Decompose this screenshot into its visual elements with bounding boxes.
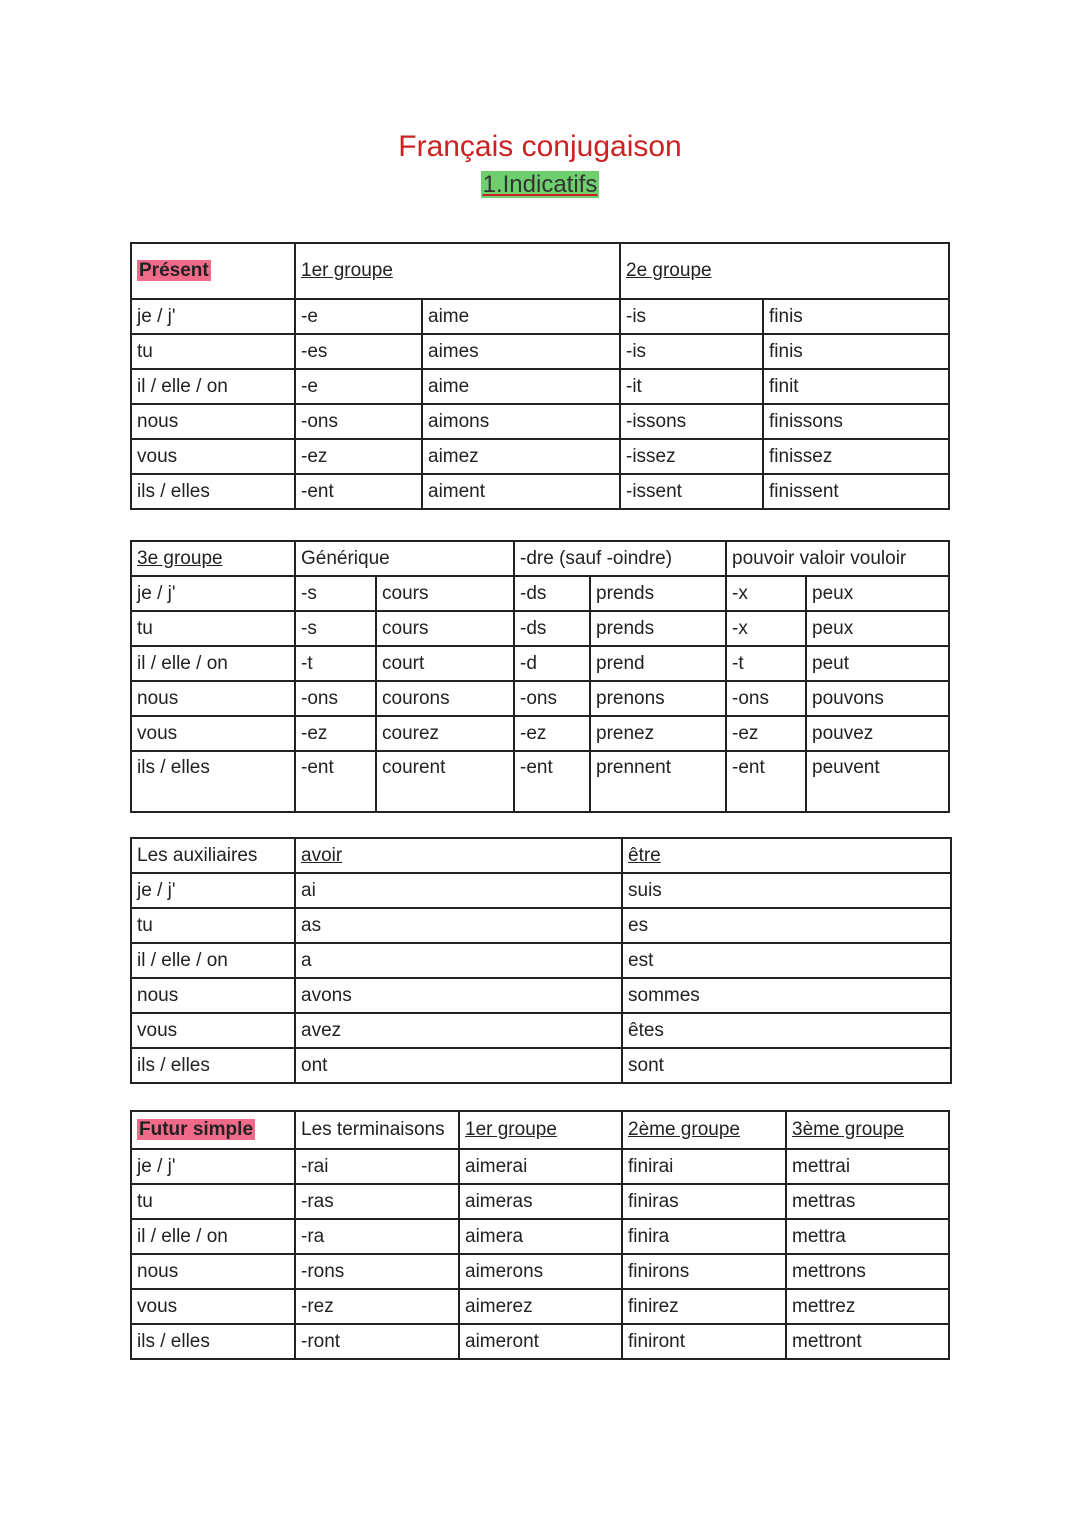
page-subtitle <box>0 171 1080 199</box>
futur-g2-cell: finirons <box>622 1254 786 1289</box>
subtitle-text: 1.Indicatifs <box>482 171 598 198</box>
table-row <box>131 1324 949 1359</box>
group3-e1-cell: -ons <box>295 681 376 716</box>
futur-end-cell: -ras <box>295 1184 459 1219</box>
group3-dre-header: -dre (sauf -oindre) <box>514 541 726 576</box>
auxiliaires-avoir-cell: a <box>295 943 622 978</box>
table-row <box>131 681 949 716</box>
present-v2-cell: finis <box>763 299 949 334</box>
auxiliaires-pronoun-cell: vous <box>131 1013 295 1048</box>
group3-e3-cell: -ent <box>726 751 806 812</box>
futur-end-cell: -rons <box>295 1254 459 1289</box>
auxiliaires-avoir-cell: avez <box>295 1013 622 1048</box>
present-group1-header-cell <box>295 243 422 299</box>
present-empty-cell <box>763 243 949 299</box>
auxiliaires-avoir-cell: avons <box>295 978 622 1013</box>
group3-v3-cell: pouvons <box>806 681 949 716</box>
present-e1-cell: -ez <box>295 439 422 474</box>
group3-v3-cell: pouvez <box>806 716 949 751</box>
table-row <box>131 646 949 681</box>
group3-pronoun-cell: je / j' <box>131 576 295 611</box>
present-v1-cell: aimes <box>422 334 620 369</box>
table-row <box>131 1013 951 1048</box>
group3-pronoun-cell: tu <box>131 611 295 646</box>
present-pronoun-cell: nous <box>131 404 295 439</box>
futur-label-cell <box>131 1111 295 1149</box>
futur-pronoun-cell: je / j' <box>131 1149 295 1184</box>
present-e2-cell: -issent <box>620 474 763 509</box>
futur-g1-cell: aimerez <box>459 1289 622 1324</box>
table-row <box>131 334 949 369</box>
futur-table <box>130 1110 950 1360</box>
group3-v1-cell: courent <box>376 751 514 812</box>
table-row <box>131 908 951 943</box>
group3-v1-cell: courez <box>376 716 514 751</box>
present-v2-cell: finissons <box>763 404 949 439</box>
present-e2-cell: -it <box>620 369 763 404</box>
auxiliaires-etre-cell: suis <box>622 873 951 908</box>
futur-g1-cell: aimera <box>459 1219 622 1254</box>
group3-e3-cell: -x <box>726 576 806 611</box>
group3-v2-cell: prend <box>590 646 726 681</box>
present-header-row <box>131 243 949 299</box>
futur-endings-header: Les terminaisons <box>295 1111 459 1149</box>
present-pronoun-cell: je / j' <box>131 299 295 334</box>
group3-pronoun-cell: nous <box>131 681 295 716</box>
group3-e1-cell: -ent <box>295 751 376 812</box>
group3-pronoun-cell: il / elle / on <box>131 646 295 681</box>
group3-e1-cell: -s <box>295 611 376 646</box>
group3-v2-cell: prends <box>590 611 726 646</box>
present-e2-cell: -issons <box>620 404 763 439</box>
present-e1-cell: -ons <box>295 404 422 439</box>
group3-v3-cell: peux <box>806 576 949 611</box>
present-v1-cell: aime <box>422 369 620 404</box>
present-pronoun-cell: ils / elles <box>131 474 295 509</box>
present-group2-header: 2e groupe <box>626 260 712 281</box>
group3-label-cell <box>131 541 295 576</box>
group3-v2-cell: prennent <box>590 751 726 812</box>
present-label: Présent <box>139 260 209 281</box>
group3-e3-cell: -ez <box>726 716 806 751</box>
group3-v1-cell: cours <box>376 576 514 611</box>
group3-e2-cell: -ons <box>514 681 590 716</box>
futur-end-cell: -rai <box>295 1149 459 1184</box>
auxiliaires-etre-cell: es <box>622 908 951 943</box>
present-group2-header-cell <box>620 243 763 299</box>
group3-v2-cell: prends <box>590 576 726 611</box>
present-v1-cell: aimons <box>422 404 620 439</box>
group3-e2-cell: -ds <box>514 611 590 646</box>
group3-header-row <box>131 541 949 576</box>
futur-g1-cell: aimeras <box>459 1184 622 1219</box>
auxiliaires-avoir-cell: as <box>295 908 622 943</box>
present-v1-cell: aime <box>422 299 620 334</box>
present-table <box>130 242 950 510</box>
group3-v2-cell: prenons <box>590 681 726 716</box>
futur-group3-header-cell <box>786 1111 949 1149</box>
table-row <box>131 1184 949 1219</box>
table-row <box>131 299 949 334</box>
futur-end-cell: -ra <box>295 1219 459 1254</box>
group3-label: 3e groupe <box>137 547 223 569</box>
group3-v3-cell: peux <box>806 611 949 646</box>
present-v1-cell: aiment <box>422 474 620 509</box>
group3-e2-cell: -ds <box>514 576 590 611</box>
futur-group2-header-cell <box>622 1111 786 1149</box>
futur-g3-cell: mettrai <box>786 1149 949 1184</box>
present-e2-cell: -is <box>620 334 763 369</box>
futur-pronoun-cell: ils / elles <box>131 1324 295 1359</box>
auxiliaires-pronoun-cell: il / elle / on <box>131 943 295 978</box>
auxiliaires-etre-cell: sommes <box>622 978 951 1013</box>
table-row <box>131 873 951 908</box>
aux-etre-header: être <box>628 844 661 866</box>
futur-label: Futur simple <box>139 1119 254 1140</box>
present-v2-cell: finis <box>763 334 949 369</box>
present-v2-cell: finissez <box>763 439 949 474</box>
futur-header-row <box>131 1111 949 1149</box>
group3-pronoun-cell: ils / elles <box>131 751 295 812</box>
auxiliaires-etre-cell: sont <box>622 1048 951 1083</box>
table-row <box>131 943 951 978</box>
futur-g2-cell: finirai <box>622 1149 786 1184</box>
auxiliaires-etre-cell: êtes <box>622 1013 951 1048</box>
auxiliaires-table <box>130 837 952 1084</box>
present-e1-cell: -ent <box>295 474 422 509</box>
table-row <box>131 404 949 439</box>
aux-label: Les auxiliaires <box>131 838 295 873</box>
table-row <box>131 576 949 611</box>
aux-header-row <box>131 838 951 873</box>
group3-v3-cell: peuvent <box>806 751 949 812</box>
futur-pronoun-cell: nous <box>131 1254 295 1289</box>
group3-generic-header: Générique <box>295 541 514 576</box>
table-row <box>131 1289 949 1324</box>
futur-end-cell: -rez <box>295 1289 459 1324</box>
group3-pvv-header: pouvoir valoir vouloir <box>726 541 949 576</box>
futur-g2-cell: finiras <box>622 1184 786 1219</box>
present-e1-cell: -es <box>295 334 422 369</box>
futur-group2-header: 2ème groupe <box>628 1119 740 1140</box>
auxiliaires-pronoun-cell: nous <box>131 978 295 1013</box>
futur-g1-cell: aimeront <box>459 1324 622 1359</box>
auxiliaires-pronoun-cell: je / j' <box>131 873 295 908</box>
present-pronoun-cell: tu <box>131 334 295 369</box>
futur-group3-header: 3ème groupe <box>792 1119 904 1140</box>
group3-e3-cell: -x <box>726 611 806 646</box>
table-row <box>131 978 951 1013</box>
futur-pronoun-cell: tu <box>131 1184 295 1219</box>
table-row <box>131 474 949 509</box>
group3-e3-cell: -t <box>726 646 806 681</box>
group3-pronoun-cell: vous <box>131 716 295 751</box>
futur-g3-cell: mettrons <box>786 1254 949 1289</box>
group3-e1-cell: -ez <box>295 716 376 751</box>
table-row <box>131 751 949 812</box>
futur-g2-cell: finira <box>622 1219 786 1254</box>
futur-end-cell: -ront <box>295 1324 459 1359</box>
present-v1-cell: aimez <box>422 439 620 474</box>
group3-e2-cell: -ent <box>514 751 590 812</box>
group3-v1-cell: cours <box>376 611 514 646</box>
present-v2-cell: finit <box>763 369 949 404</box>
futur-g3-cell: mettra <box>786 1219 949 1254</box>
futur-g3-cell: mettras <box>786 1184 949 1219</box>
table-row <box>131 439 949 474</box>
futur-g3-cell: mettront <box>786 1324 949 1359</box>
page-title: Français conjugaison <box>398 130 682 163</box>
auxiliaires-pronoun-cell: tu <box>131 908 295 943</box>
aux-avoir-header-cell <box>295 838 622 873</box>
auxiliaires-avoir-cell: ai <box>295 873 622 908</box>
group3-v1-cell: court <box>376 646 514 681</box>
futur-g1-cell: aimerai <box>459 1149 622 1184</box>
futur-group1-header-cell <box>459 1111 622 1149</box>
group3-e1-cell: -s <box>295 576 376 611</box>
futur-pronoun-cell: vous <box>131 1289 295 1324</box>
group3-table <box>130 540 950 813</box>
futur-g2-cell: finirez <box>622 1289 786 1324</box>
futur-g2-cell: finiront <box>622 1324 786 1359</box>
group3-v1-cell: courons <box>376 681 514 716</box>
auxiliaires-avoir-cell: ont <box>295 1048 622 1083</box>
group3-e2-cell: -ez <box>514 716 590 751</box>
group3-e2-cell: -d <box>514 646 590 681</box>
table-row <box>131 716 949 751</box>
table-row <box>131 611 949 646</box>
group3-e3-cell: -ons <box>726 681 806 716</box>
present-pronoun-cell: il / elle / on <box>131 369 295 404</box>
aux-etre-header-cell <box>622 838 951 873</box>
table-row <box>131 1048 951 1083</box>
present-group1-header: 1er groupe <box>301 260 393 281</box>
present-label-cell <box>131 243 295 299</box>
futur-g1-cell: aimerons <box>459 1254 622 1289</box>
group3-v3-cell: peut <box>806 646 949 681</box>
present-e2-cell: -is <box>620 299 763 334</box>
table-row <box>131 1254 949 1289</box>
present-e1-cell: -e <box>295 369 422 404</box>
aux-avoir-header: avoir <box>301 844 343 866</box>
present-e2-cell: -issez <box>620 439 763 474</box>
present-e1-cell: -e <box>295 299 422 334</box>
present-empty-cell <box>422 243 620 299</box>
group3-e1-cell: -t <box>295 646 376 681</box>
table-row <box>131 369 949 404</box>
futur-group1-header: 1er groupe <box>465 1119 557 1140</box>
auxiliaires-etre-cell: est <box>622 943 951 978</box>
futur-g3-cell: mettrez <box>786 1289 949 1324</box>
futur-pronoun-cell: il / elle / on <box>131 1219 295 1254</box>
present-v2-cell: finissent <box>763 474 949 509</box>
table-row <box>131 1219 949 1254</box>
auxiliaires-pronoun-cell: ils / elles <box>131 1048 295 1083</box>
present-pronoun-cell: vous <box>131 439 295 474</box>
table-row <box>131 1149 949 1184</box>
group3-v2-cell: prenez <box>590 716 726 751</box>
